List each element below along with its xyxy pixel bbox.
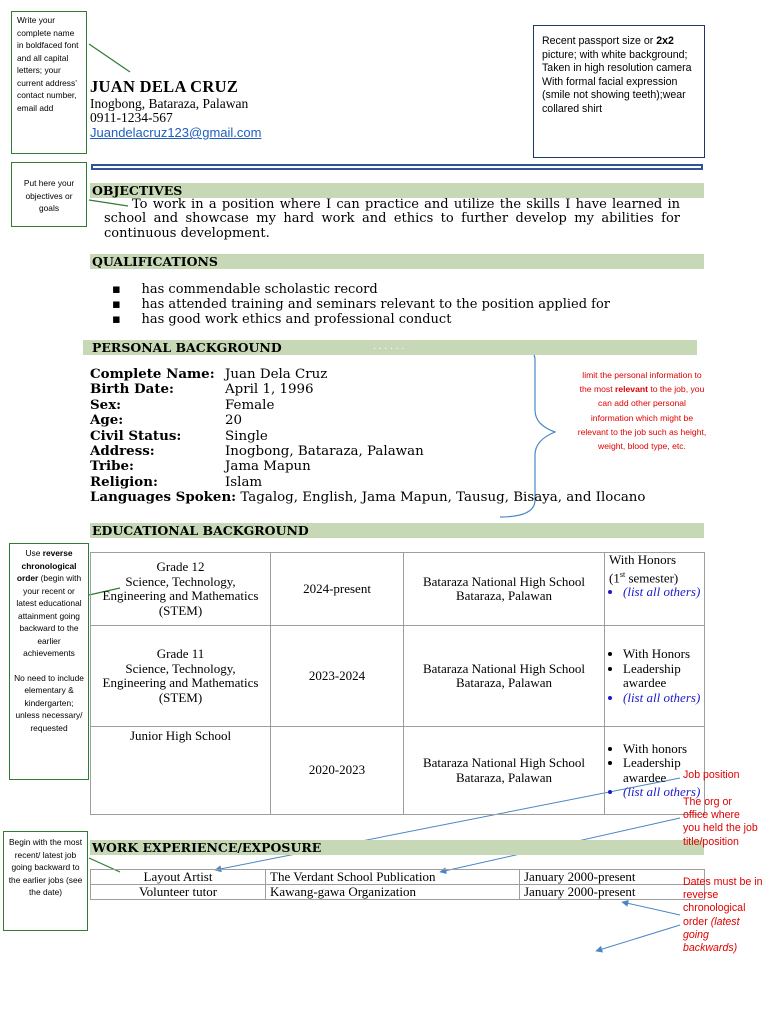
table-row xyxy=(91,626,705,727)
work-position: Volunteer tutor xyxy=(91,885,266,900)
objective-text: To work in a position where I can practice and utilize the skills I have learned in school and showcase my hard work and ethics to further develop my abilities for continuous development. xyxy=(104,197,680,241)
applicant-name: JUAN DELA CRUZ xyxy=(90,77,239,96)
education-table xyxy=(90,552,705,815)
applicant-phone: 0911-1234-567 xyxy=(90,110,173,125)
name-instruction-note: Write your complete name in boldfaced font and all capital letters; your current address’ contact number, email add xyxy=(11,11,87,154)
qualifications-heading: QUALIFICATIONS xyxy=(90,254,704,269)
edu-honors xyxy=(605,626,705,727)
edu-years: 2024-present xyxy=(271,553,404,626)
personal-details xyxy=(90,367,646,506)
personal-row: Tribe: Jama Mapun xyxy=(90,458,311,475)
edu-school: Bataraza National High School Bataraza, Palawan xyxy=(404,626,605,727)
honor-item: • Leadership awardee xyxy=(623,662,704,691)
edu-level: Grade 12 Science, Technology, Engineering and Mathematics (STEM) xyxy=(91,553,271,626)
work-position: Layout Artist xyxy=(91,870,266,885)
work-date: January 2000-present xyxy=(520,885,705,900)
edu-years: 2023-2024 xyxy=(271,626,404,727)
edu-honors: With Honors (1st semester) • (list all others) xyxy=(605,553,705,626)
work-org: Kawang-gawa Organization xyxy=(266,885,520,900)
education-instruction-note: Use reverse chronological order (begin with your recent or latest educational attainment going backward to the earlier achievements No need to include elementary & kindergarten; unless necessary/ requested xyxy=(9,543,89,780)
table-row xyxy=(91,553,705,626)
personal-row: Address: Inogbong, Bataraza, Palawan xyxy=(90,443,424,460)
edu-years: 2020-2023 xyxy=(271,727,404,815)
objectives-heading: OBJECTIVES xyxy=(90,183,704,198)
languages-row: Languages Spoken: Tagalog, English, Jama Mapun, Tausug, Bisaya, and Ilocano xyxy=(90,489,646,506)
personal-row: Complete Name: Juan Dela Cruz xyxy=(90,366,328,382)
edu-level: Junior High School xyxy=(91,727,271,815)
applicant-address: Inogbong, Bataraza, Palawan xyxy=(90,96,249,111)
personal-row: Religion: Islam xyxy=(90,473,263,490)
name-note-connector xyxy=(89,44,130,72)
table-row xyxy=(91,727,705,815)
honor-item: • With honors xyxy=(623,742,704,757)
education-heading: EDUCATIONAL BACKGROUND xyxy=(90,523,704,538)
personal-row: Sex: Female xyxy=(90,396,275,413)
personal-heading: PERSONAL BACKGROUND . . . . . . xyxy=(83,340,697,355)
edu-school: Bataraza National High School Bataraza, Palawan xyxy=(404,553,605,626)
qualification-item: ▪ has attended training and seminars relevant to the position applied for xyxy=(112,297,611,313)
objectives-instruction-note: Put here your objectives or goals xyxy=(11,162,87,227)
faint-dots: . . . . . . xyxy=(373,342,405,352)
personal-info-note: limit the personal information to the most relevant to the job, you can add other personal information which might be relevant to the job such as height, weight, blood type, etc. xyxy=(577,370,707,452)
edu-school: Bataraza National High School Bataraza, Palawan xyxy=(404,727,605,815)
job-position-note: Job position xyxy=(683,769,740,781)
work-table xyxy=(90,869,705,900)
list-all-others: • (list all others) xyxy=(623,691,704,706)
qualification-item: ▪ has good work ethics and professional conduct xyxy=(112,312,452,328)
work-org: The Verdant School Publication xyxy=(266,870,520,885)
photo-instruction-note: Recent passport size or 2x2 picture; with white background; Taken in high resolution camera With formal facial expression (smile not showing teeth);wear collared shirt xyxy=(533,25,705,158)
personal-row: Civil Status: Single xyxy=(90,427,268,444)
org-note: The org or office where you held the job title/position xyxy=(683,796,758,848)
dates-note: Dates must be in reverse chronological order (latest going backwards) xyxy=(683,876,763,955)
personal-row: Age: 20 xyxy=(90,412,243,429)
qualifications-list xyxy=(112,282,610,328)
applicant-email[interactable]: Juandelacruz123@gmail.com xyxy=(90,125,262,140)
edu-level: Grade 11 Science, Technology, Engineering and Mathematics (STEM) xyxy=(91,626,271,727)
work-instruction-note: Begin with the most recent/ latest job going backward to the earlier jobs (see the date) xyxy=(3,831,88,931)
list-all-others: • (list all others) xyxy=(623,585,704,600)
dates-arrow-2 xyxy=(596,925,680,951)
header-divider xyxy=(91,164,703,170)
table-row xyxy=(91,870,705,885)
honor-item: • With Honors xyxy=(623,647,704,662)
work-date: January 2000-present xyxy=(520,870,705,885)
personal-row: Birth Date: April 1, 1996 xyxy=(90,381,314,398)
dates-arrow-1 xyxy=(622,902,680,915)
honor-item: • Leadership awardee xyxy=(623,756,704,785)
qualification-item: ▪ has commendable scholastic record xyxy=(112,282,378,297)
table-row xyxy=(91,885,705,900)
list-all-others: • (list all others) xyxy=(623,785,704,800)
work-heading: WORK EXPERIENCE/EXPOSURE xyxy=(90,840,704,855)
